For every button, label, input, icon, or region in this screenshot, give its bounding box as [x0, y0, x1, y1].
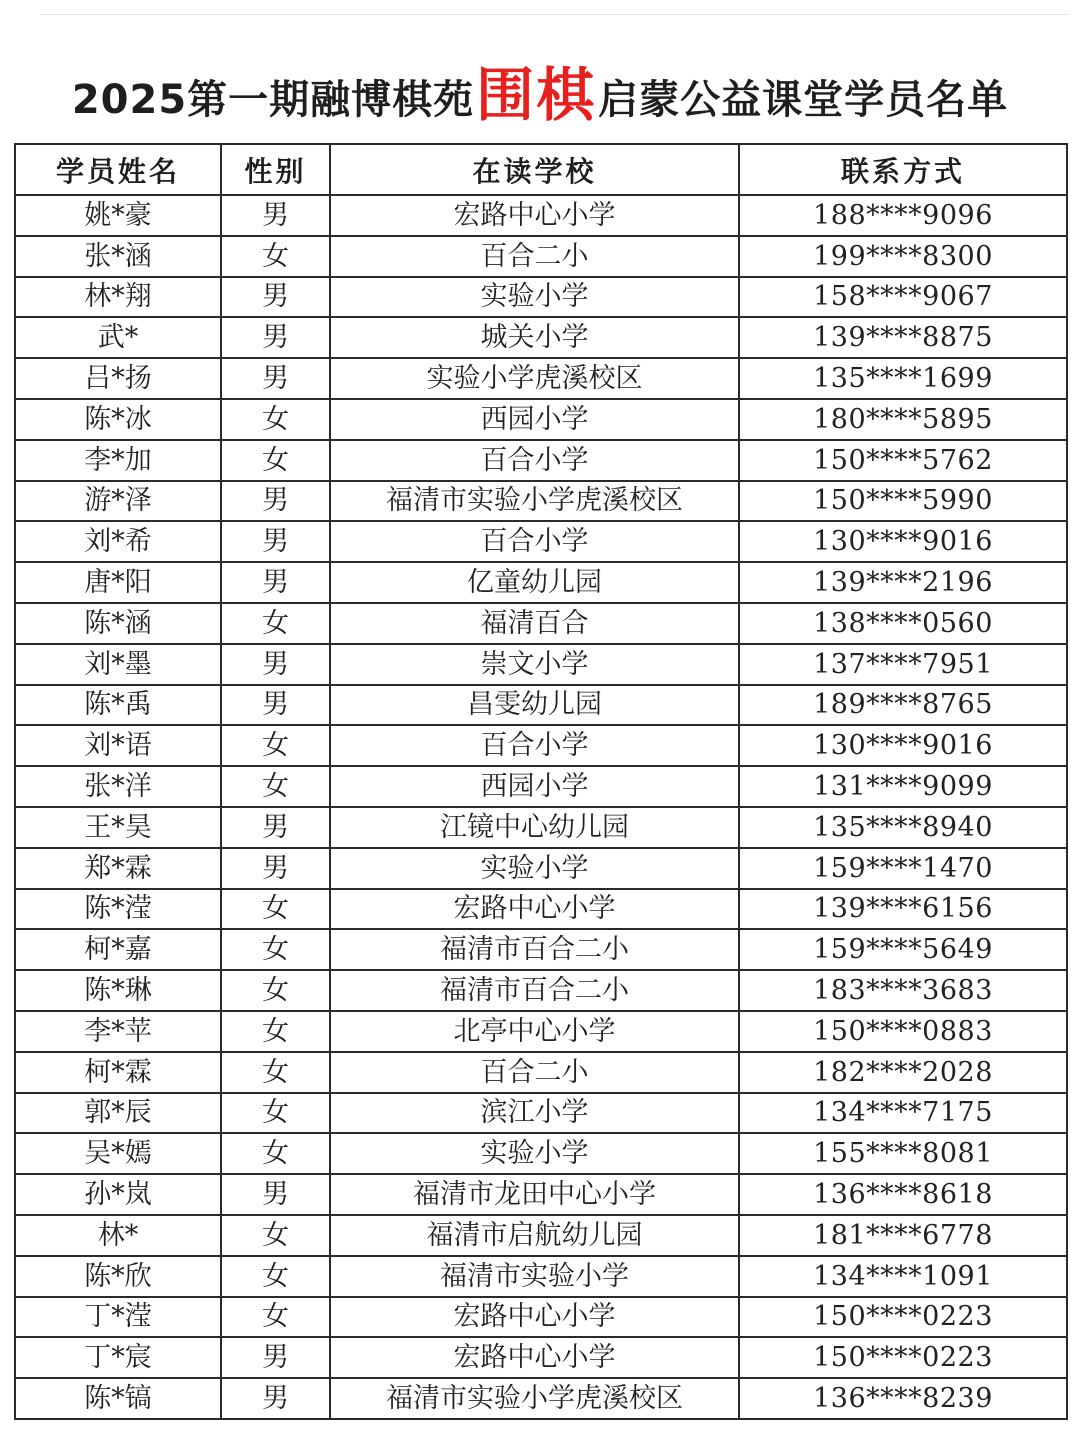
cell-gender: 女 — [221, 889, 330, 930]
cell-student-name: 陈*涵 — [15, 603, 221, 644]
cell-gender: 男 — [221, 317, 330, 358]
cell-gender: 男 — [221, 1337, 330, 1378]
cell-school: 实验小学 — [330, 277, 739, 318]
cell-phone: 136****8618 — [739, 1174, 1067, 1215]
table-row — [15, 766, 1067, 807]
top-divider — [40, 14, 1068, 15]
cell-student-name: 姚*豪 — [15, 195, 221, 236]
cell-school: 福清市启航幼儿园 — [330, 1215, 739, 1256]
table-row — [15, 481, 1067, 522]
cell-gender: 男 — [221, 521, 330, 562]
table-row — [15, 1337, 1067, 1378]
table-row — [15, 889, 1067, 930]
cell-phone: 189****8765 — [739, 685, 1067, 726]
header-school: 在读学校 — [330, 144, 739, 195]
cell-gender: 女 — [221, 399, 330, 440]
cell-school: 宏路中心小学 — [330, 195, 739, 236]
cell-school: 百合小学 — [330, 725, 739, 766]
cell-gender: 女 — [221, 766, 330, 807]
table-row — [15, 1297, 1067, 1338]
cell-gender: 女 — [221, 1052, 330, 1093]
cell-gender: 女 — [221, 1215, 330, 1256]
table-row — [15, 929, 1067, 970]
cell-gender: 男 — [221, 562, 330, 603]
cell-phone: 135****8940 — [739, 807, 1067, 848]
title-highlight: 围棋 — [476, 61, 597, 129]
table-body — [15, 195, 1067, 1419]
page-title — [0, 56, 1080, 136]
header-contact: 联系方式 — [739, 144, 1067, 195]
cell-student-name: 唐*阳 — [15, 562, 221, 603]
table-row — [15, 195, 1067, 236]
cell-phone: 183****3683 — [739, 970, 1067, 1011]
cell-student-name: 游*泽 — [15, 481, 221, 522]
cell-phone: 134****1091 — [739, 1256, 1067, 1297]
cell-student-name: 丁*宸 — [15, 1337, 221, 1378]
cell-school: 昌雯幼儿园 — [330, 685, 739, 726]
cell-school: 宏路中心小学 — [330, 1337, 739, 1378]
cell-student-name: 郑*霖 — [15, 848, 221, 889]
table-row — [15, 521, 1067, 562]
table-row — [15, 562, 1067, 603]
table-row — [15, 644, 1067, 685]
cell-gender: 女 — [221, 1297, 330, 1338]
cell-gender: 男 — [221, 358, 330, 399]
cell-phone: 199****8300 — [739, 236, 1067, 277]
cell-school: 福清市龙田中心小学 — [330, 1174, 739, 1215]
cell-phone: 150****0223 — [739, 1337, 1067, 1378]
cell-gender: 女 — [221, 1133, 330, 1174]
cell-student-name: 武* — [15, 317, 221, 358]
cell-student-name: 林*翔 — [15, 277, 221, 318]
cell-school: 北亭中心小学 — [330, 1011, 739, 1052]
cell-gender: 女 — [221, 1256, 330, 1297]
cell-phone: 139****8875 — [739, 317, 1067, 358]
cell-gender: 女 — [221, 603, 330, 644]
header-row — [15, 144, 1067, 195]
header-gender: 性别 — [221, 144, 330, 195]
table-row — [15, 1011, 1067, 1052]
cell-student-name: 陈*琳 — [15, 970, 221, 1011]
cell-phone: 182****2028 — [739, 1052, 1067, 1093]
cell-phone: 134****7175 — [739, 1093, 1067, 1134]
cell-gender: 女 — [221, 440, 330, 481]
cell-school: 福清市百合二小 — [330, 929, 739, 970]
cell-student-name: 刘*语 — [15, 725, 221, 766]
cell-school: 城关小学 — [330, 317, 739, 358]
cell-phone: 138****0560 — [739, 603, 1067, 644]
cell-gender: 男 — [221, 481, 330, 522]
cell-student-name: 柯*霖 — [15, 1052, 221, 1093]
cell-gender: 女 — [221, 929, 330, 970]
cell-student-name: 张*涵 — [15, 236, 221, 277]
cell-phone: 130****9016 — [739, 725, 1067, 766]
table-row — [15, 848, 1067, 889]
cell-school: 百合二小 — [330, 236, 739, 277]
title-prefix: 2025第一期融博棋苑 — [71, 76, 475, 123]
table-row — [15, 603, 1067, 644]
table-row — [15, 1215, 1067, 1256]
cell-student-name: 王*昊 — [15, 807, 221, 848]
cell-gender: 男 — [221, 1378, 330, 1419]
cell-gender: 男 — [221, 685, 330, 726]
cell-student-name: 李*苹 — [15, 1011, 221, 1052]
cell-gender: 女 — [221, 725, 330, 766]
table-header — [15, 144, 1067, 195]
cell-phone: 188****9096 — [739, 195, 1067, 236]
cell-phone: 139****2196 — [739, 562, 1067, 603]
cell-school: 亿童幼儿园 — [330, 562, 739, 603]
cell-student-name: 李*加 — [15, 440, 221, 481]
cell-school: 宏路中心小学 — [330, 889, 739, 930]
cell-phone: 150****5990 — [739, 481, 1067, 522]
cell-school: 百合小学 — [330, 440, 739, 481]
cell-phone: 159****5649 — [739, 929, 1067, 970]
cell-gender: 男 — [221, 644, 330, 685]
cell-phone: 150****0883 — [739, 1011, 1067, 1052]
cell-school: 西园小学 — [330, 399, 739, 440]
table-row — [15, 1256, 1067, 1297]
table-row — [15, 1052, 1067, 1093]
cell-school: 江镜中心幼儿园 — [330, 807, 739, 848]
table-row — [15, 807, 1067, 848]
cell-phone: 180****5895 — [739, 399, 1067, 440]
cell-phone: 137****7951 — [739, 644, 1067, 685]
table-row — [15, 236, 1067, 277]
table-row — [15, 399, 1067, 440]
cell-student-name: 陈*欣 — [15, 1256, 221, 1297]
cell-school: 百合小学 — [330, 521, 739, 562]
cell-gender: 男 — [221, 1174, 330, 1215]
cell-school: 福清百合 — [330, 603, 739, 644]
cell-school: 百合二小 — [330, 1052, 739, 1093]
cell-student-name: 林* — [15, 1215, 221, 1256]
cell-phone: 158****9067 — [739, 277, 1067, 318]
cell-student-name: 郭*辰 — [15, 1093, 221, 1134]
table-row — [15, 1133, 1067, 1174]
cell-phone: 131****9099 — [739, 766, 1067, 807]
cell-school: 崇文小学 — [330, 644, 739, 685]
cell-phone: 159****1470 — [739, 848, 1067, 889]
cell-gender: 男 — [221, 807, 330, 848]
cell-gender: 男 — [221, 195, 330, 236]
cell-gender: 男 — [221, 848, 330, 889]
cell-school: 实验小学 — [330, 1133, 739, 1174]
table-row — [15, 317, 1067, 358]
table-row — [15, 440, 1067, 481]
cell-student-name: 陈*镐 — [15, 1378, 221, 1419]
cell-school: 实验小学 — [330, 848, 739, 889]
cell-school: 实验小学虎溪校区 — [330, 358, 739, 399]
cell-school: 福清市实验小学虎溪校区 — [330, 481, 739, 522]
cell-student-name: 张*洋 — [15, 766, 221, 807]
header-name: 学员姓名 — [15, 144, 221, 195]
cell-phone: 150****0223 — [739, 1297, 1067, 1338]
cell-school: 福清市百合二小 — [330, 970, 739, 1011]
cell-student-name: 吕*扬 — [15, 358, 221, 399]
cell-phone: 135****1699 — [739, 358, 1067, 399]
cell-student-name: 孙*岚 — [15, 1174, 221, 1215]
table-row — [15, 685, 1067, 726]
table-row — [15, 1378, 1067, 1419]
cell-school: 滨江小学 — [330, 1093, 739, 1134]
cell-school: 福清市实验小学 — [330, 1256, 739, 1297]
cell-school: 宏路中心小学 — [330, 1297, 739, 1338]
cell-student-name: 刘*墨 — [15, 644, 221, 685]
table-row — [15, 1093, 1067, 1134]
table-row — [15, 277, 1067, 318]
cell-gender: 女 — [221, 1093, 330, 1134]
cell-student-name: 陈*滢 — [15, 889, 221, 930]
cell-student-name: 丁*滢 — [15, 1297, 221, 1338]
title-suffix: 启蒙公益课堂学员名单 — [598, 76, 1009, 123]
cell-student-name: 陈*冰 — [15, 399, 221, 440]
cell-student-name: 刘*希 — [15, 521, 221, 562]
cell-gender: 女 — [221, 1011, 330, 1052]
cell-phone: 139****6156 — [739, 889, 1067, 930]
table-row — [15, 358, 1067, 399]
cell-phone: 130****9016 — [739, 521, 1067, 562]
table-row — [15, 725, 1067, 766]
cell-student-name: 吴*嫣 — [15, 1133, 221, 1174]
cell-student-name: 柯*嘉 — [15, 929, 221, 970]
table-row — [15, 970, 1067, 1011]
cell-student-name: 陈*禹 — [15, 685, 221, 726]
cell-phone: 155****8081 — [739, 1133, 1067, 1174]
cell-phone: 150****5762 — [739, 440, 1067, 481]
cell-phone: 136****8239 — [739, 1378, 1067, 1419]
table-row — [15, 1174, 1067, 1215]
cell-school: 西园小学 — [330, 766, 739, 807]
student-roster-table — [14, 143, 1068, 1420]
cell-gender: 男 — [221, 277, 330, 318]
cell-gender: 女 — [221, 970, 330, 1011]
cell-school: 福清市实验小学虎溪校区 — [330, 1378, 739, 1419]
cell-gender: 女 — [221, 236, 330, 277]
cell-phone: 181****6778 — [739, 1215, 1067, 1256]
